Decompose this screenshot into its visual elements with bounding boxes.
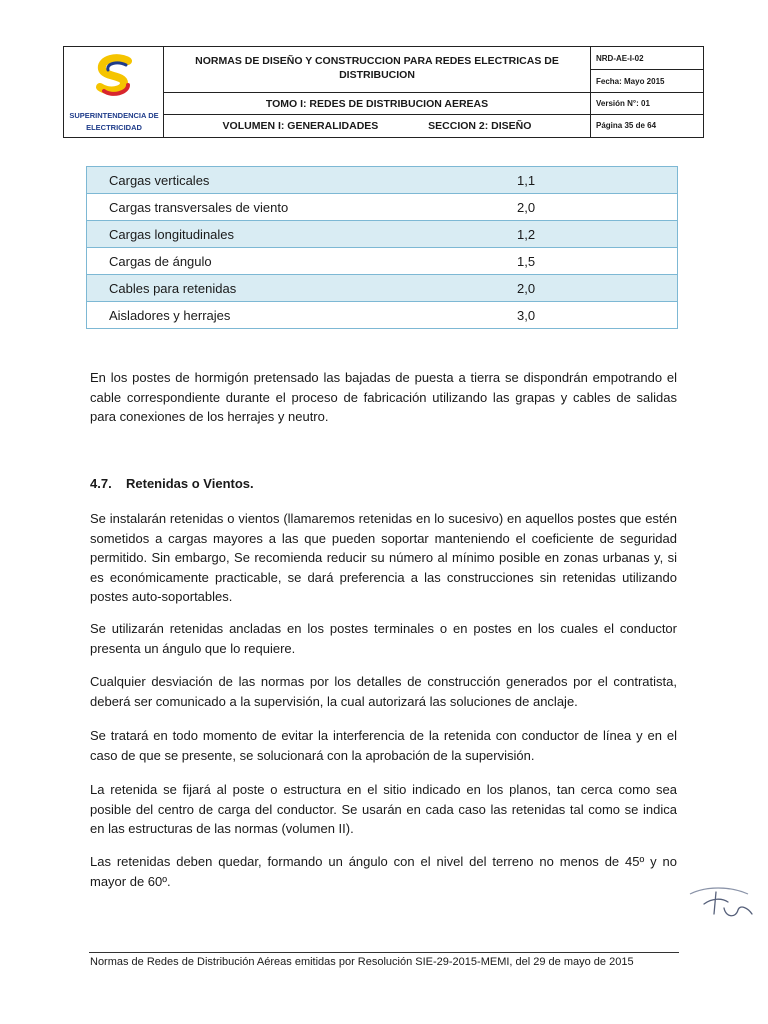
row-value: 2,0	[517, 275, 678, 302]
footer-divider	[89, 952, 679, 953]
document-title: NORMAS DE DISEÑO Y CONSTRUCCION PARA REDES ELECTRICAS DE DISTRIBUCION	[164, 47, 590, 93]
paragraph-6: Las retenidas deben quedar, formando un ángulo con el nivel del terreno no menos de 45º y no mayor de 60º.	[90, 854, 677, 889]
section-title: Retenidas o Vientos.	[126, 476, 254, 491]
table-row	[87, 221, 678, 248]
row-value: 3,0	[517, 302, 678, 329]
paragraph-2: Se utilizarán retenidas ancladas en los postes terminales o en postes en los cuales el conductor presenta un ángulo que lo requiere.	[90, 621, 677, 656]
header-meta-block	[590, 47, 703, 137]
paragraph-5: La retenida se fijará al poste o estructura en el sitio indicado en los planos, tan cerca como sea posible del centro de carga del conductor. Se usarán en cada caso las retenidas tal como se indica en las estructuras de las normas (volumen II).	[90, 782, 677, 837]
row-label: Cables para retenidas	[87, 275, 518, 302]
document-version: Versión N°: 01	[591, 93, 703, 115]
row-label: Cargas de ángulo	[87, 248, 518, 275]
paragraph-4: Se tratará en todo momento de evitar la interferencia de la retenida con conductor de línea y en el caso de que se presente, se solucionará con la aprobación de la supervisión.	[90, 728, 677, 763]
volume-section-row	[164, 115, 590, 137]
row-value: 2,0	[517, 194, 678, 221]
footer-text: Normas de Redes de Distribución Aéreas emitidas por Resolución SIE-29-2015-MEMI, del 29 de mayo de 2015	[90, 956, 634, 968]
paragraph-grounding: En los postes de hormigón pretensado las bajadas de puesta a tierra se dispondrán empotrando el cable correspondiente durante el proceso de fabricación utilizando las grapas y cables de salidas para conexiones de los herrajes y neutro.	[90, 370, 677, 425]
row-label: Cargas longitudinales	[87, 221, 518, 248]
document-header	[63, 46, 704, 138]
document-code: NRD-AE-I-02	[591, 47, 703, 70]
section-heading	[90, 474, 254, 493]
row-label: Cargas transversales de viento	[87, 194, 518, 221]
header-title-block	[164, 47, 590, 137]
page-number: Página 35 de 64	[596, 121, 657, 130]
paragraph-1: Se instalarán retenidas o vientos (llamaremos retenidas en lo sucesivo) en aquellos postes que estén sometidos a cargas mayores a las que pueden soportar manteniendo el coeficiente de seguridad permitido. Sin embargo, Se recomienda reducir su número al mínimo posible en zonas urbanas y, si es económicamente practicable, se dará preferencia a las construcciones sin retenidas utilizando postes auto-soportables.	[90, 511, 677, 605]
safety-factors-table	[86, 166, 678, 329]
table-row	[87, 248, 678, 275]
row-label: Cargas verticales	[87, 167, 518, 194]
signature-icon	[686, 884, 758, 924]
logo-cell	[64, 47, 164, 137]
document-date: Fecha: Mayo 2015	[591, 70, 703, 93]
table-row	[87, 194, 678, 221]
superintendencia-logo-icon	[90, 53, 140, 103]
section-number: 4.7.	[90, 476, 112, 491]
row-label: Aisladores y herrajes	[87, 302, 518, 329]
row-value: 1,1	[517, 167, 678, 194]
row-value: 1,5	[517, 248, 678, 275]
table-row	[87, 167, 678, 194]
row-value: 1,2	[517, 221, 678, 248]
org-name: SUPERINTENDENCIA DE ELECTRICIDAD	[69, 111, 159, 132]
paragraph-3: Cualquier desviación de las normas por los detalles de construcción generados por el contratista, deberá ser comunicado a la supervisión, la cual autorizará las soluciones de anclaje.	[90, 674, 677, 709]
tomo-label: TOMO I: REDES DE DISTRIBUCION AEREAS	[164, 93, 590, 115]
table-row	[87, 275, 678, 302]
table-row	[87, 302, 678, 329]
volumen-label: VOLUMEN I: GENERALIDADES	[222, 120, 379, 132]
seccion-label: SECCION 2: DISEÑO	[428, 120, 532, 132]
